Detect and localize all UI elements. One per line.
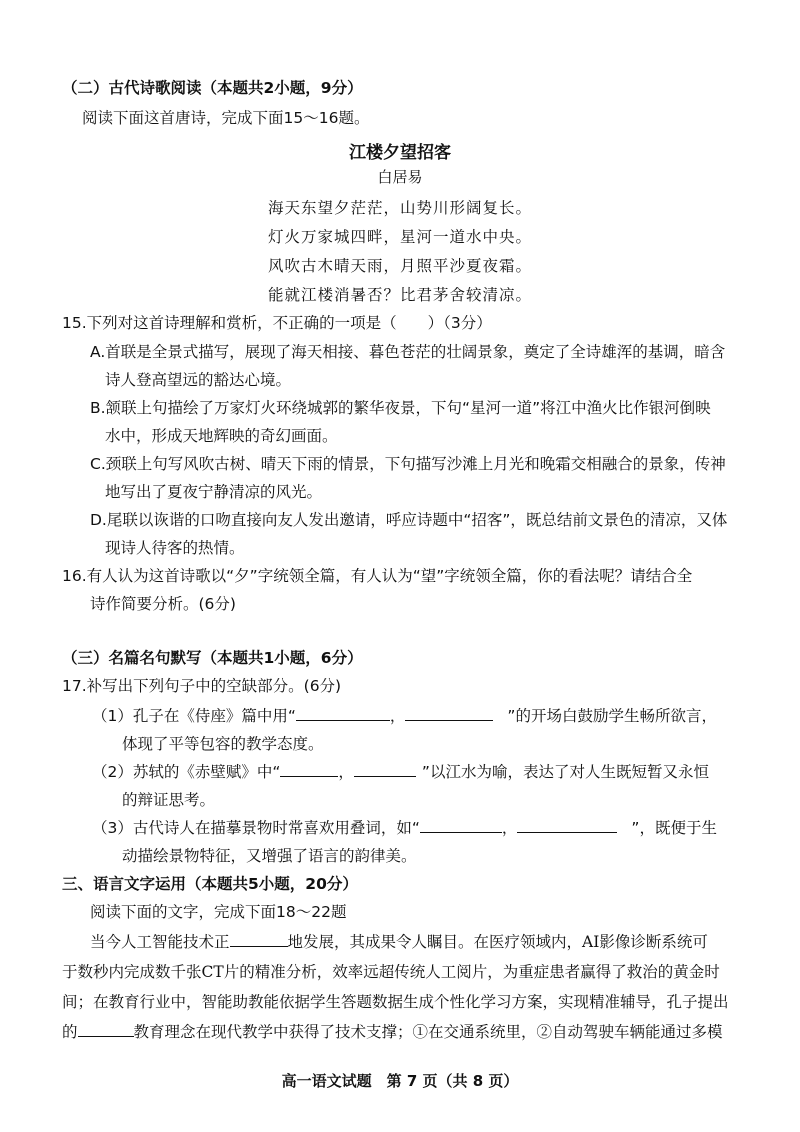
question-15-option-b: B.颔联上句描绘了万家灯火环绕城郭的繁华夜景，下句“星河一道”将江中渔火比作银河倒映: [90, 399, 711, 417]
passage-text: 的: [62, 1023, 78, 1041]
part-intro-language-use: 阅读下面的文字，完成下面18～22题: [90, 903, 347, 921]
question-17-item-2: [92, 762, 709, 782]
poem-author: 白居易: [377, 168, 423, 186]
question-15-option-c-cont: 地写出了夏夜宁静清凉的风光。: [105, 483, 323, 501]
answer-blank[interactable]: [517, 818, 617, 833]
passage-text: 当今人工智能技术正: [90, 933, 230, 951]
answer-blank[interactable]: [405, 706, 493, 721]
poem-line: 能就江楼消暑否？比君茅舍较清凉。: [267, 286, 532, 304]
answer-blank[interactable]: [420, 818, 502, 833]
answer-blank[interactable]: [354, 762, 416, 777]
section-intro-poetry: 阅读下面这首唐诗，完成下面15～16题。: [82, 109, 370, 127]
section-heading-poetry: （二）古代诗歌阅读（本题共2小题，9分）: [62, 79, 363, 97]
answer-blank[interactable]: [78, 1022, 134, 1037]
question-15-option-a: A.首联是全景式描写，展现了海天相接、暮色苍茫的壮阔景象，奠定了全诗雄浑的基调，暗含: [90, 343, 726, 361]
poem-line: 海天东望夕茫茫，山势川形阔复长。: [267, 199, 532, 217]
question-17-item-3-cont: 动描绘景物特征，又增强了语言的韵律美。: [122, 847, 417, 865]
item-1-text-b: ”的开场白鼓励学生畅所欲言，: [507, 707, 717, 725]
item-3-text-b: ”，既便于生: [631, 819, 717, 837]
question-16-stem-cont: 诗作简要分析。(6分): [90, 595, 236, 613]
question-15-option-d-cont: 现诗人待客的热情。: [105, 539, 245, 557]
passage-line-1: [90, 932, 708, 952]
question-17-item-1-cont: 体现了平等包容的教学态度。: [122, 735, 324, 753]
question-17-stem: 17.补写出下列句子中的空缺部分。(6分): [62, 677, 342, 695]
question-15-option-a-cont: 诗人登高望远的豁达心境。: [105, 371, 292, 389]
page-footer: 高一语文试题 第 7 页（共 8 页）: [281, 1072, 519, 1090]
question-15-option-d: D.尾联以诙谐的口吻直接向友人发出邀请，呼应诗题中“招客”，既总结前文景色的清凉，又体: [90, 511, 728, 529]
passage-line-4: [62, 1022, 723, 1042]
part-heading-language-use: 三、语言文字运用（本题共5小题，20分）: [62, 875, 358, 893]
item-2-text-b: ”以江水为喻，表达了对人生既短暂又永恒: [421, 763, 709, 781]
answer-blank[interactable]: [280, 762, 338, 777]
question-17-item-2-cont: 的辩证思考。: [122, 791, 216, 809]
passage-line-2: 于数秒内完成数千张CT片的精准分析，效率远超传统人工阅片，为重症患者赢得了救治的黄金时: [62, 963, 720, 981]
item-2-text-a: （2）苏轼的《赤壁赋》中“: [92, 763, 281, 781]
question-15-option-b-cont: 水中，形成天地辉映的奇幻画面。: [105, 427, 338, 445]
question-15-stem: 15.下列对这首诗理解和赏析，不正确的一项是（ ）（3分）: [62, 314, 492, 332]
question-15-option-c: C.颈联上句写风吹古树、晴天下雨的情景，下句描写沙滩上月光和晚霜交相融合的景象，传神: [90, 455, 726, 473]
section-heading-dictation: （三）名篇名句默写（本题共1小题，6分）: [62, 649, 363, 667]
item-3-text-a: （3）古代诗人在描摹景物时常喜欢用叠词，如“: [92, 819, 420, 837]
poem-title: 江楼夕望招客: [349, 143, 451, 163]
answer-blank[interactable]: [296, 706, 390, 721]
item-2-comma: ，: [338, 763, 354, 781]
passage-text: 地发展，其成果令人瞩目。在医疗领域内，AI影像诊断系统可: [287, 933, 708, 951]
item-3-comma: ，: [501, 819, 518, 837]
passage-text: 教育理念在现代教学中获得了技术支撑；①在交通系统里，②自动驾驶车辆能通过多模: [133, 1023, 723, 1041]
question-17-item-3: [92, 818, 717, 838]
item-1-text-a: （1）孔子在《侍座》篇中用“: [92, 707, 296, 725]
item-1-comma: ，: [389, 707, 406, 725]
passage-line-3: 间；在教育行业中，智能助教能依据学生答题数据生成个性化学习方案，实现精准辅导，孔子提出: [62, 993, 729, 1011]
answer-blank[interactable]: [230, 932, 288, 947]
question-17-item-1: [92, 706, 717, 726]
poem-line: 风吹古木晴天雨，月照平沙夏夜霜。: [267, 257, 532, 275]
question-16-stem: 16.有人认为这首诗歌以“夕”字统领全篇，有人认为“望”字统领全篇，你的看法呢？请结合全: [62, 567, 693, 585]
poem-line: 灯火万家城四畔，星河一道水中央。: [267, 228, 532, 246]
